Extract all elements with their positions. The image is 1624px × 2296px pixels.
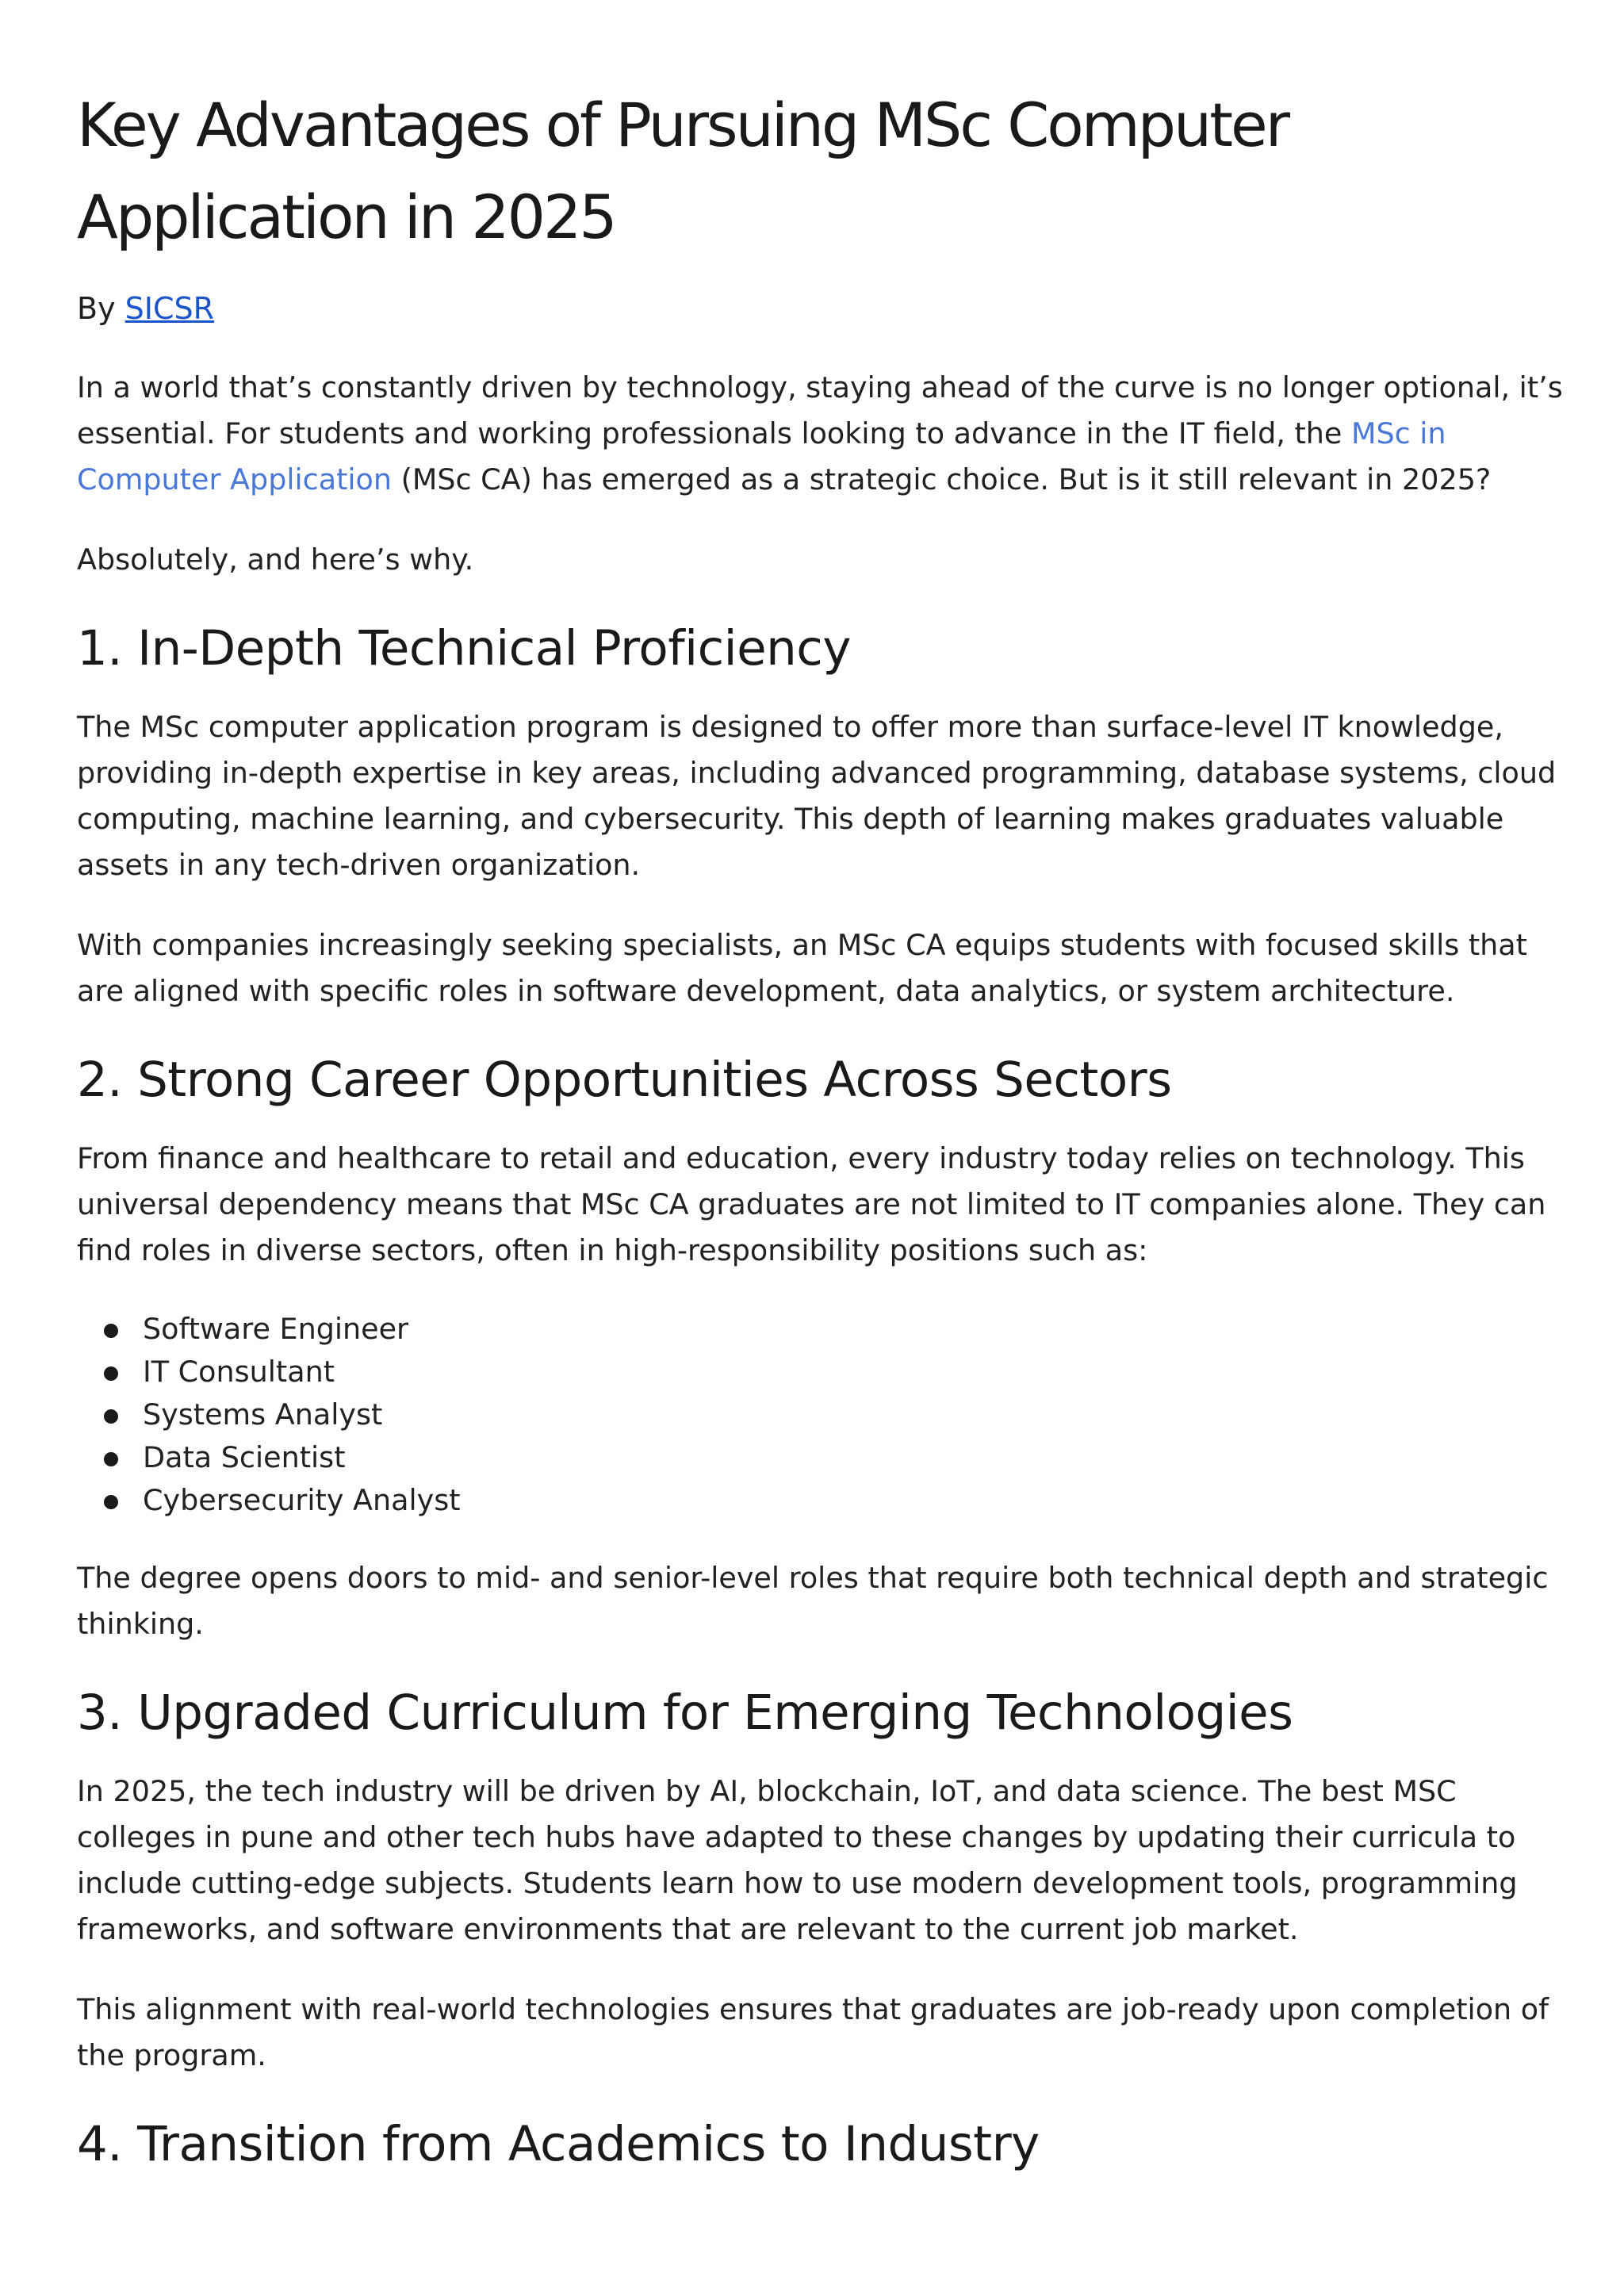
roles-list <box>77 1308 1568 1522</box>
bullet-icon <box>104 1324 118 1338</box>
msc-computer-application-link[interactable]: MSc in Computer Application <box>77 416 1446 496</box>
byline <box>77 286 1568 332</box>
section-heading-1: 1. In-Depth Technical Proficiency <box>77 620 851 677</box>
section-2-paragraph-2: The degree opens doors to mid- and senior-level roles that require both technical depth and strategic thinking. <box>77 1561 1549 1641</box>
intro-text-after: (MSc CA) has emerged as a strategic choice. But is it still relevant in 2025? <box>392 462 1492 496</box>
list-item <box>77 1479 1568 1522</box>
section-3-paragraph-2: This alignment with real-world technologies ensures that graduates are job-ready upon completion of the program. <box>77 1992 1549 2072</box>
article <box>77 79 1568 2200</box>
section-3-paragraph-1: In 2025, the tech industry will be driven by AI, blockchain, IoT, and data science. The best MSC colleges in pune and other tech hubs have adapted to these changes by updating their curricula to include cutting-edge subjects. Students learn how to use modern development tools, programming frameworks, and software environments that are relevant to the current job market. <box>77 1774 1518 1946</box>
section-2-paragraph-1: From finance and healthcare to retail and education, every industry today relies on technology. This universal dependency means that MSc CA graduates are not limited to IT companies alone. They can find roles in diverse sectors, often in high-responsibility positions such as: <box>77 1141 1546 1267</box>
article-title: Key Advantages of Pursuing MSc Computer Application in 2025 <box>77 90 1289 252</box>
list-item <box>77 1436 1568 1479</box>
list-item <box>77 1351 1568 1393</box>
role-label: Software Engineer <box>143 1312 409 1346</box>
role-label: Data Scientist <box>143 1440 346 1474</box>
intro-paragraph <box>77 365 1568 503</box>
section-1-paragraph-1: The MSc computer application program is designed to offer more than surface-level IT knowledge, providing in-depth expertise in key areas, including advanced programming, database systems, cloud computing, machine learning, and cybersecurity. This depth of learning makes graduates valuable assets in any tech-driven organization. <box>77 710 1557 882</box>
role-label: IT Consultant <box>143 1355 335 1389</box>
list-item <box>77 1393 1568 1436</box>
intro-paragraph-2: Absolutely, and here’s why. <box>77 542 474 577</box>
bullet-icon <box>104 1495 118 1509</box>
byline-prefix: By <box>77 291 125 326</box>
role-label: Cybersecurity Analyst <box>143 1483 461 1517</box>
intro-text-before: In a world that’s constantly driven by technology, staying ahead of the curve is no longer optional, it’s essential. For students and working professionals looking to advance in the IT field, the <box>77 370 1563 450</box>
role-label: Systems Analyst <box>143 1397 383 1432</box>
section-1-paragraph-2: With companies increasingly seeking specialists, an MSc CA equips students with focused skills that are aligned with specific roles in software development, data analytics, or system architecture. <box>77 928 1527 1008</box>
section-heading-4: 4. Transition from Academics to Industry <box>77 2116 1040 2172</box>
list-item <box>77 1308 1568 1351</box>
section-heading-3: 3. Upgraded Curriculum for Emerging Technologies <box>77 1685 1293 1741</box>
section-heading-2: 2. Strong Career Opportunities Across Sectors <box>77 1052 1172 1108</box>
author-link[interactable]: SICSR <box>124 291 215 326</box>
bullet-icon <box>104 1452 118 1466</box>
bullet-icon <box>104 1409 118 1424</box>
bullet-icon <box>104 1366 118 1381</box>
